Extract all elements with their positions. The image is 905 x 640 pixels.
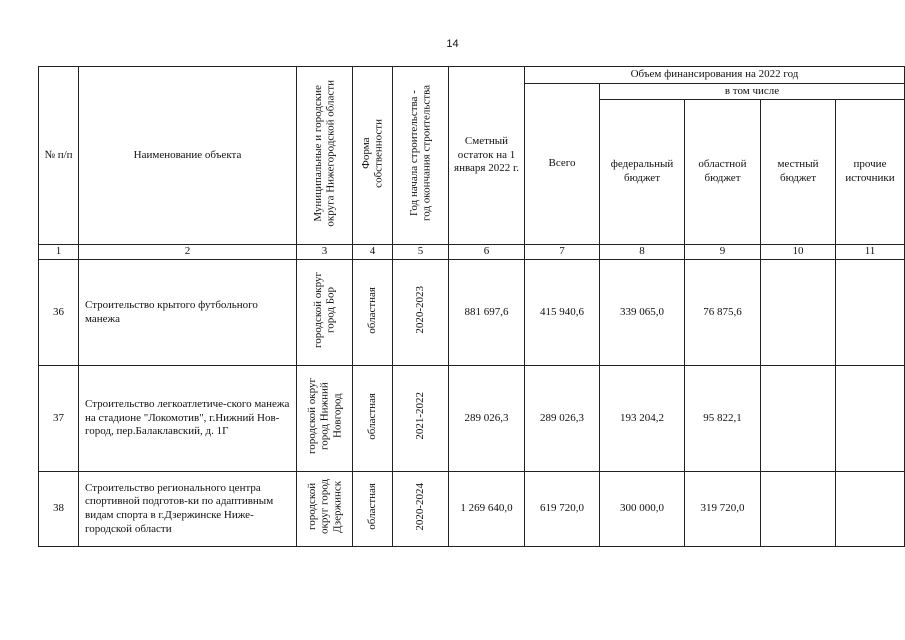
header-funding-group: Объем финансирования на 2022 год (525, 67, 905, 84)
col-number: 2 (79, 245, 297, 260)
header-row-1 (39, 67, 905, 84)
row-ownership: областная (353, 472, 393, 547)
col-number: 5 (393, 245, 449, 260)
row-regional: 319 720,0 (685, 472, 761, 547)
row-object-name: Строительство крытого футбольного манежа (79, 260, 297, 366)
row-regional: 76 875,6 (685, 260, 761, 366)
header-ownership: Форма собственности (353, 67, 393, 245)
row-other (836, 366, 905, 472)
row-total: 289 026,3 (525, 366, 600, 472)
row-years: 2020-2024 (393, 472, 449, 547)
row-object-name: Строительство легкоатлетиче-ского манежа на стадионе "Локомотив", г.Нижний Нов-город, пер.Балаклавский, д. 1Г (79, 366, 297, 472)
row-years: 2021-2022 (393, 366, 449, 472)
header-total: Всего (525, 84, 600, 245)
col-number: 9 (685, 245, 761, 260)
row-estimate: 881 697,6 (449, 260, 525, 366)
row-years: 2020-2023 (393, 260, 449, 366)
col-number: 11 (836, 245, 905, 260)
row-local (761, 472, 836, 547)
header-federal: федеральный бюджет (600, 100, 685, 245)
row-regional: 95 822,1 (685, 366, 761, 472)
row-municipality: городской округ город Нижний Новгород (297, 366, 353, 472)
col-number: 10 (761, 245, 836, 260)
table-row (39, 260, 905, 366)
financing-table (38, 66, 905, 547)
col-number: 7 (525, 245, 600, 260)
header-including: в том числе (600, 84, 905, 100)
col-number: 4 (353, 245, 393, 260)
row-other (836, 472, 905, 547)
col-number: 3 (297, 245, 353, 260)
row-local (761, 260, 836, 366)
row-federal: 300 000,0 (600, 472, 685, 547)
col-number: 6 (449, 245, 525, 260)
row-num: 38 (39, 472, 79, 547)
header-num: № п/п (39, 67, 79, 245)
header-name: Наименование объекта (79, 67, 297, 245)
table-row (39, 366, 905, 472)
row-estimate: 1 269 640,0 (449, 472, 525, 547)
col-number: 8 (600, 245, 685, 260)
table-row (39, 472, 905, 547)
row-total: 415 940,6 (525, 260, 600, 366)
header-municipality: Муниципальные и городские округа Нижегородской области (297, 67, 353, 245)
row-ownership: областная (353, 366, 393, 472)
page-number: 14 (446, 38, 459, 50)
row-other (836, 260, 905, 366)
row-total: 619 720,0 (525, 472, 600, 547)
row-num: 36 (39, 260, 79, 366)
row-object-name: Строительство регионального центра спортивной подготов-ки по адаптивным видам спорта в г.Дзержинске Ниже-городской области (79, 472, 297, 547)
row-municipality: городской округ город Бор (297, 260, 353, 366)
header-local: местный бюджет (761, 100, 836, 245)
row-federal: 193 204,2 (600, 366, 685, 472)
column-number-row (39, 245, 905, 260)
header-years: Год начала строительства - год окончания строительства (393, 67, 449, 245)
header-regional: областной бюджет (685, 100, 761, 245)
header-estimate: Сметный остаток на 1 января 2022 г. (449, 67, 525, 245)
header-other: прочие источники (836, 100, 905, 245)
col-number: 1 (39, 245, 79, 260)
row-municipality: городской округ город Дзержинск (297, 472, 353, 547)
row-num: 37 (39, 366, 79, 472)
row-estimate: 289 026,3 (449, 366, 525, 472)
row-local (761, 366, 836, 472)
row-federal: 339 065,0 (600, 260, 685, 366)
row-ownership: областная (353, 260, 393, 366)
